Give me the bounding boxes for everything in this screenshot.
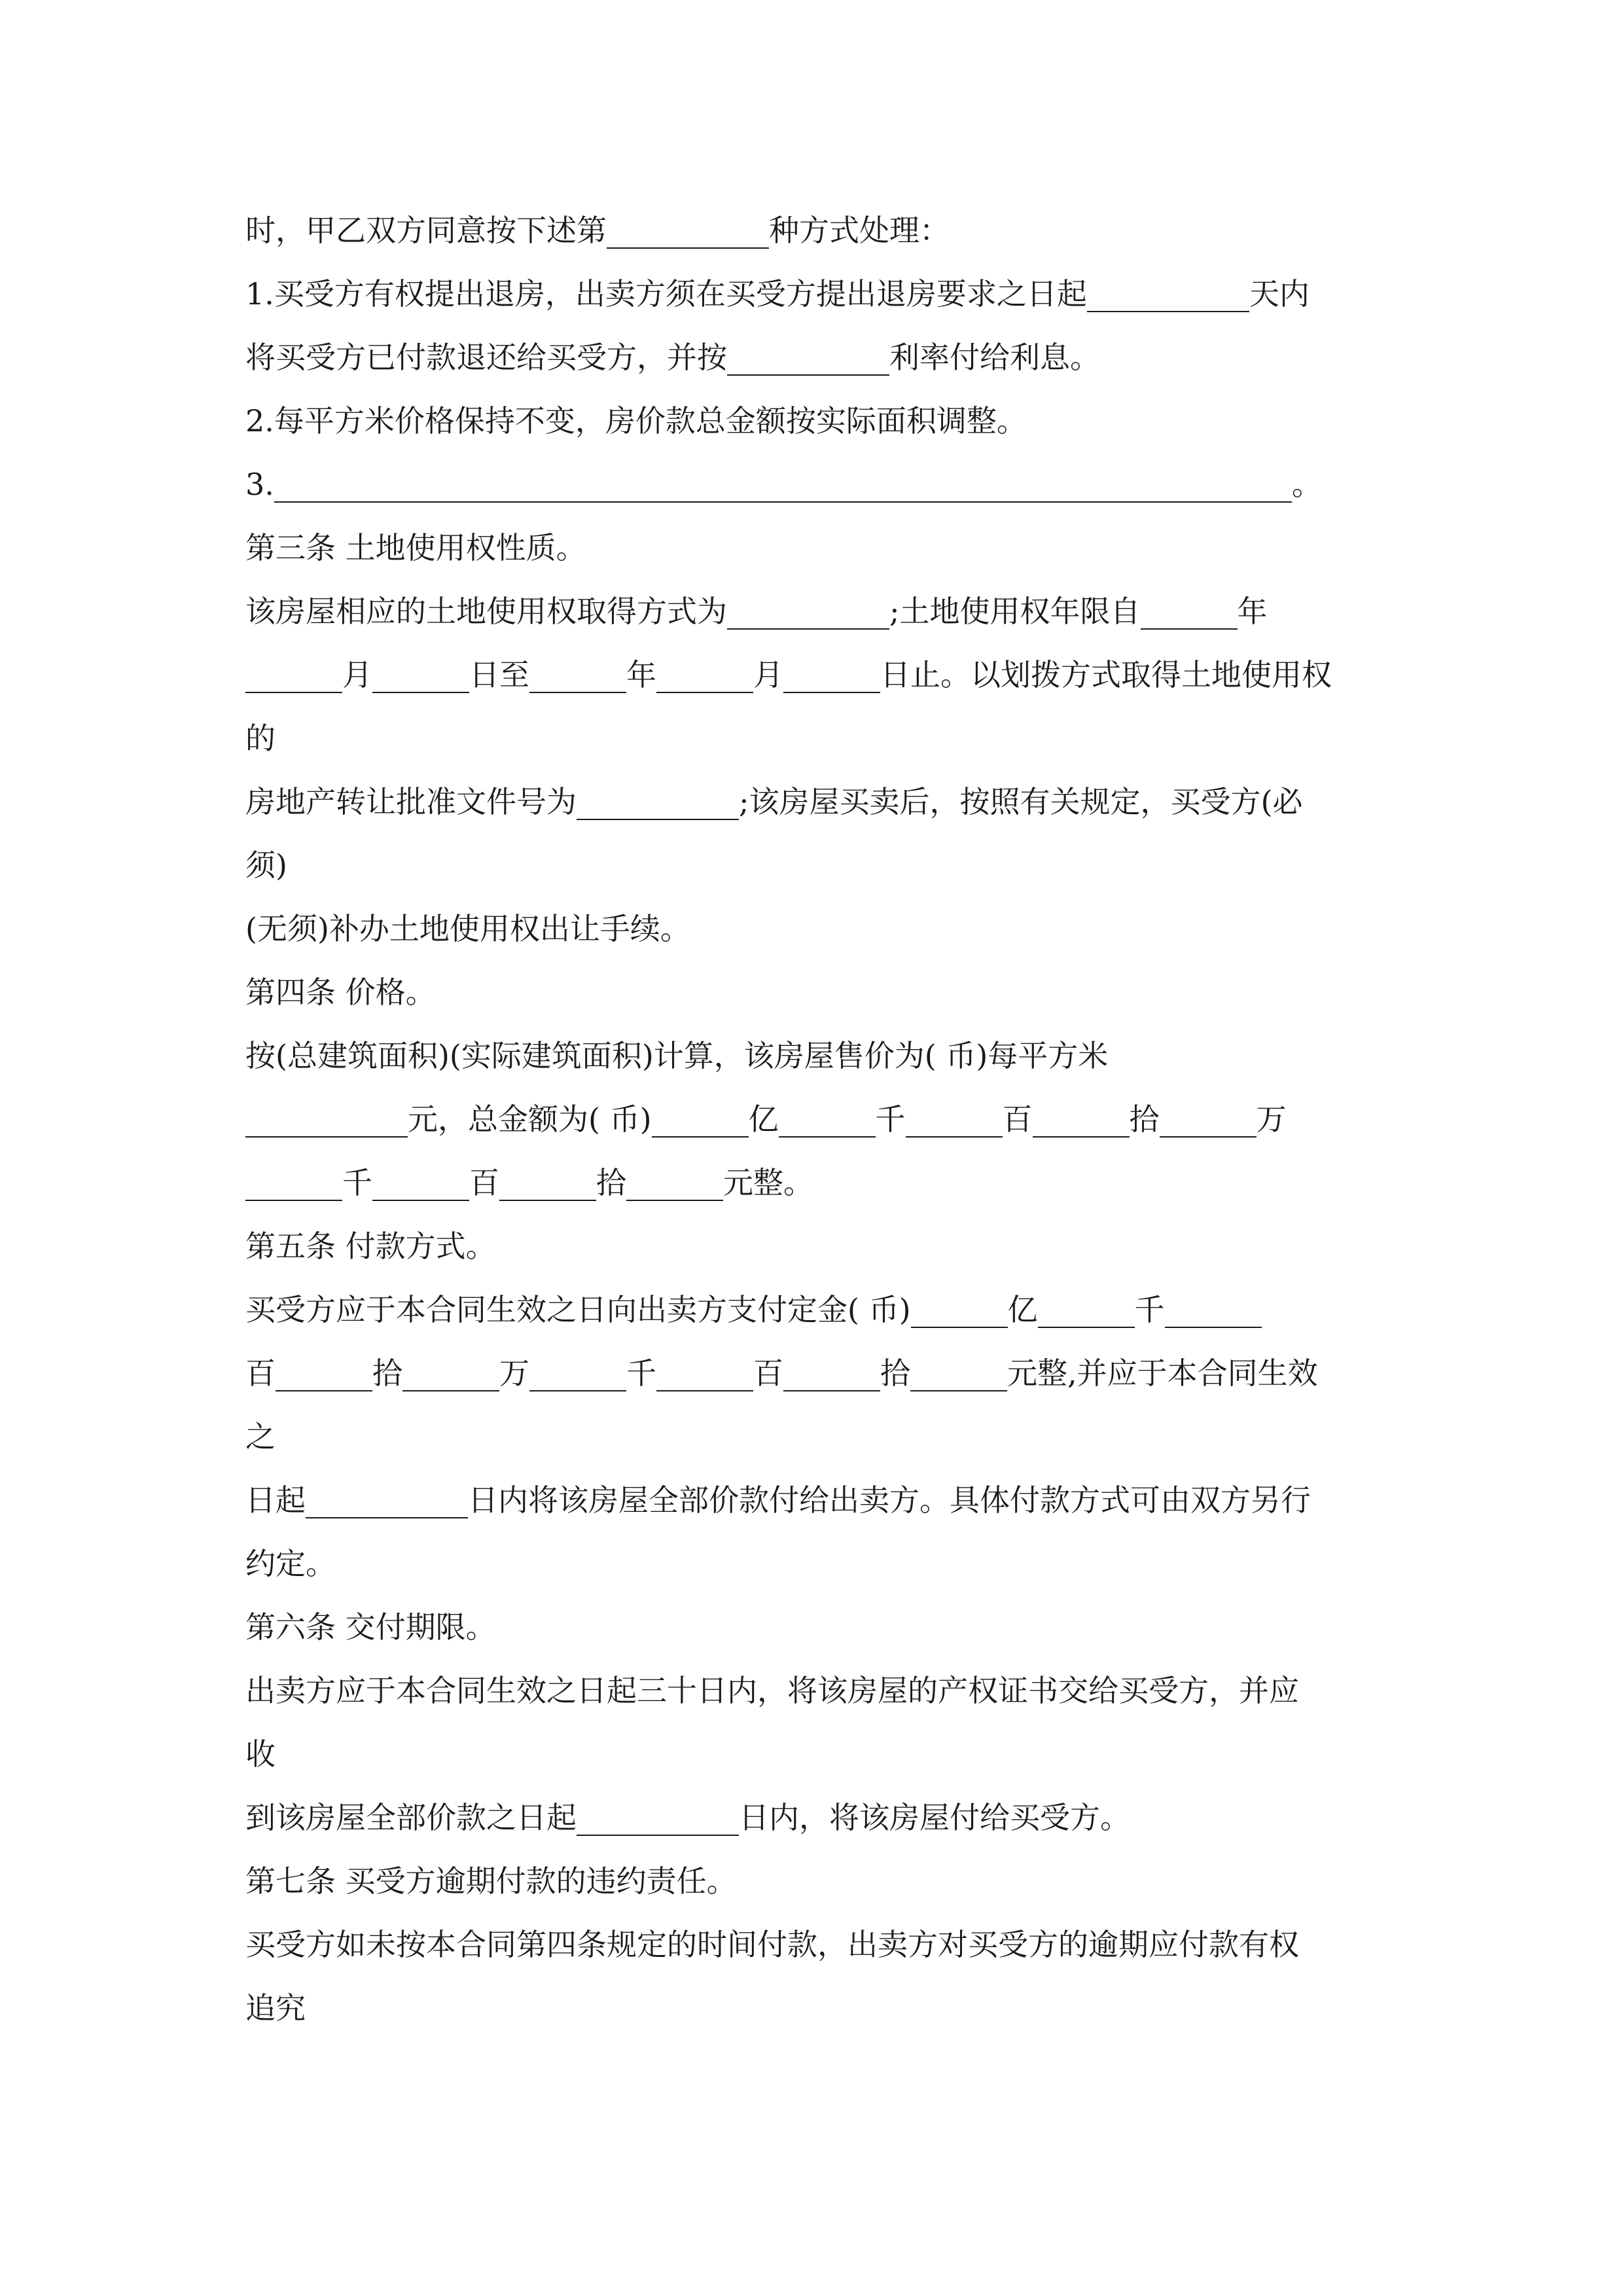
article-heading	[245, 1215, 1394, 1278]
fill-in-blank[interactable]	[727, 590, 889, 630]
text-segment: 日至	[469, 657, 529, 692]
text-line	[245, 1342, 1394, 1405]
text-line	[245, 1088, 1394, 1151]
text-segment: 出卖方应于本合同生效之日起三十日内，将该房屋的产权证书交给买受方，并应	[245, 1673, 1299, 1708]
fill-in-blank[interactable]	[245, 1098, 408, 1138]
fill-in-blank[interactable]	[652, 1098, 749, 1138]
text-segment: 将买受方已付款退还给买受方，并按	[245, 340, 727, 375]
text-segment: 拾	[1129, 1102, 1160, 1137]
fill-in-blank[interactable]	[1038, 1289, 1135, 1328]
fill-in-blank[interactable]	[372, 1162, 469, 1201]
article-heading	[245, 1850, 1394, 1913]
text-segment: 千	[875, 1102, 906, 1137]
text-segment: 第七条 买受方逾期付款的违约责任。	[245, 1863, 737, 1899]
text-line	[245, 326, 1394, 389]
text-line	[245, 1405, 1394, 1469]
text-segment: 须)	[245, 848, 287, 883]
text-line	[245, 1024, 1394, 1088]
text-segment: (无须)补办土地使用权出让手续。	[245, 911, 690, 946]
text-segment: 2.每平方米价格保持不变，房价款总金额按实际面积调整。	[245, 403, 1027, 439]
fill-in-blank[interactable]	[274, 463, 1292, 503]
fill-in-blank[interactable]	[499, 1162, 596, 1201]
fill-in-blank[interactable]	[245, 1162, 342, 1201]
fill-in-blank[interactable]	[529, 1352, 626, 1391]
text-segment: 百	[245, 1355, 276, 1391]
fill-in-blank[interactable]	[727, 336, 889, 376]
text-segment: 约定。	[245, 1546, 336, 1581]
text-segment: 日止。以划拨方式取得土地使用权	[880, 657, 1332, 692]
fill-in-blank[interactable]	[1033, 1098, 1130, 1138]
text-segment: 拾	[880, 1355, 910, 1391]
text-segment: 万	[499, 1355, 529, 1391]
text-line	[245, 1151, 1394, 1215]
text-segment: 元，总金额为( 币)	[408, 1102, 652, 1137]
text-line	[245, 1659, 1394, 1723]
text-segment: 第四条 价格。	[245, 975, 436, 1010]
text-line	[245, 1913, 1394, 1977]
text-segment: ;土地使用权年限自	[889, 594, 1141, 629]
text-line	[245, 707, 1394, 770]
fill-in-blank[interactable]	[626, 1162, 723, 1201]
fill-in-blank[interactable]	[1087, 273, 1249, 312]
fill-in-blank[interactable]	[910, 1352, 1007, 1391]
article-heading	[245, 516, 1394, 580]
text-segment: 千	[342, 1165, 372, 1200]
text-line	[245, 897, 1394, 961]
fill-in-blank[interactable]	[779, 1098, 876, 1138]
text-segment: 1.买受方有权提出退房，出卖方须在买受方提出退房要求之日起	[245, 276, 1087, 312]
article-heading	[245, 961, 1394, 1024]
text-segment: 亿	[1007, 1292, 1038, 1327]
text-segment: 万	[1256, 1102, 1287, 1137]
fill-in-blank[interactable]	[245, 654, 342, 693]
text-segment: 房地产转让批准文件号为	[245, 784, 577, 819]
fill-in-blank[interactable]	[911, 1289, 1008, 1328]
text-segment: 亿	[748, 1102, 779, 1137]
text-segment: 第五条 付款方式。	[245, 1229, 496, 1264]
text-segment: 日内，将该房屋付给买受方。	[739, 1800, 1130, 1835]
text-line	[245, 580, 1394, 643]
text-line	[245, 199, 1394, 262]
text-segment: 第三条 土地使用权性质。	[245, 530, 586, 565]
text-segment: 按(总建筑面积)(实际建筑面积)计算，该房屋售价为( 币)每平方米	[245, 1038, 1109, 1073]
text-line	[245, 262, 1394, 326]
text-line	[245, 834, 1394, 897]
fill-in-blank[interactable]	[372, 654, 469, 693]
text-line	[245, 389, 1394, 453]
text-line	[245, 453, 1394, 516]
text-segment: ;该房屋买卖后，按照有关规定，买受方(必	[739, 784, 1303, 819]
text-line	[245, 1469, 1394, 1532]
text-segment: 时，甲乙双方同意按下述第	[245, 213, 607, 248]
fill-in-blank[interactable]	[607, 209, 769, 249]
text-segment: 的	[245, 721, 276, 756]
text-line	[245, 1532, 1394, 1596]
text-segment: 该房屋相应的土地使用权取得方式为	[245, 594, 727, 629]
contract-text	[245, 199, 1394, 2040]
fill-in-blank[interactable]	[1165, 1289, 1262, 1328]
text-segment: 。	[1291, 467, 1322, 502]
text-line	[245, 770, 1394, 834]
fill-in-blank[interactable]	[656, 654, 753, 693]
text-segment: 元整。	[723, 1165, 813, 1200]
fill-in-blank[interactable]	[783, 1352, 880, 1391]
text-line	[245, 1723, 1394, 1786]
text-segment: 拾	[596, 1165, 626, 1200]
fill-in-blank[interactable]	[1141, 590, 1238, 630]
text-segment: 百	[469, 1165, 499, 1200]
text-segment: 拾	[372, 1355, 402, 1391]
text-segment: 日起	[245, 1482, 306, 1518]
fill-in-blank[interactable]	[529, 654, 626, 693]
fill-in-blank[interactable]	[577, 1797, 739, 1836]
text-segment: 千	[626, 1355, 656, 1391]
text-line	[245, 1278, 1394, 1342]
text-segment: 追究	[245, 1990, 306, 2026]
text-segment: 到该房屋全部价款之日起	[245, 1800, 577, 1835]
fill-in-blank[interactable]	[306, 1479, 468, 1518]
text-line	[245, 643, 1394, 707]
fill-in-blank[interactable]	[783, 654, 880, 693]
text-line	[245, 1977, 1394, 2040]
text-line	[245, 1786, 1394, 1850]
text-segment: 年	[626, 657, 656, 692]
text-segment: 月	[753, 657, 783, 692]
text-segment: 月	[342, 657, 372, 692]
text-segment: 3.	[245, 467, 274, 502]
text-segment: 第六条 交付期限。	[245, 1609, 496, 1645]
text-segment: 收	[245, 1736, 276, 1772]
fill-in-blank[interactable]	[402, 1352, 499, 1391]
text-segment: 买受方应于本合同生效之日向出卖方支付定金( 币)	[245, 1292, 911, 1327]
text-segment: 利率付给利息。	[889, 340, 1100, 375]
text-segment: 种方式处理：	[769, 213, 950, 248]
fill-in-blank[interactable]	[656, 1352, 753, 1391]
fill-in-blank[interactable]	[1160, 1098, 1257, 1138]
fill-in-blank[interactable]	[577, 781, 739, 820]
fill-in-blank[interactable]	[276, 1352, 372, 1391]
text-segment: 百	[1002, 1102, 1033, 1137]
article-heading	[245, 1596, 1394, 1659]
text-segment: 买受方如未按本合同第四条规定的时间付款，出卖方对买受方的逾期应付款有权	[245, 1927, 1299, 1962]
text-segment: 之	[245, 1419, 276, 1454]
fill-in-blank[interactable]	[906, 1098, 1003, 1138]
text-segment: 元整,并应于本合同生效	[1007, 1355, 1318, 1391]
text-segment: 千	[1134, 1292, 1165, 1327]
text-segment: 年	[1237, 594, 1268, 629]
text-segment: 百	[753, 1355, 783, 1391]
text-segment: 天内	[1249, 276, 1310, 312]
text-segment: 日内将该房屋全部价款付给出卖方。具体付款方式可由双方另行	[468, 1482, 1311, 1518]
